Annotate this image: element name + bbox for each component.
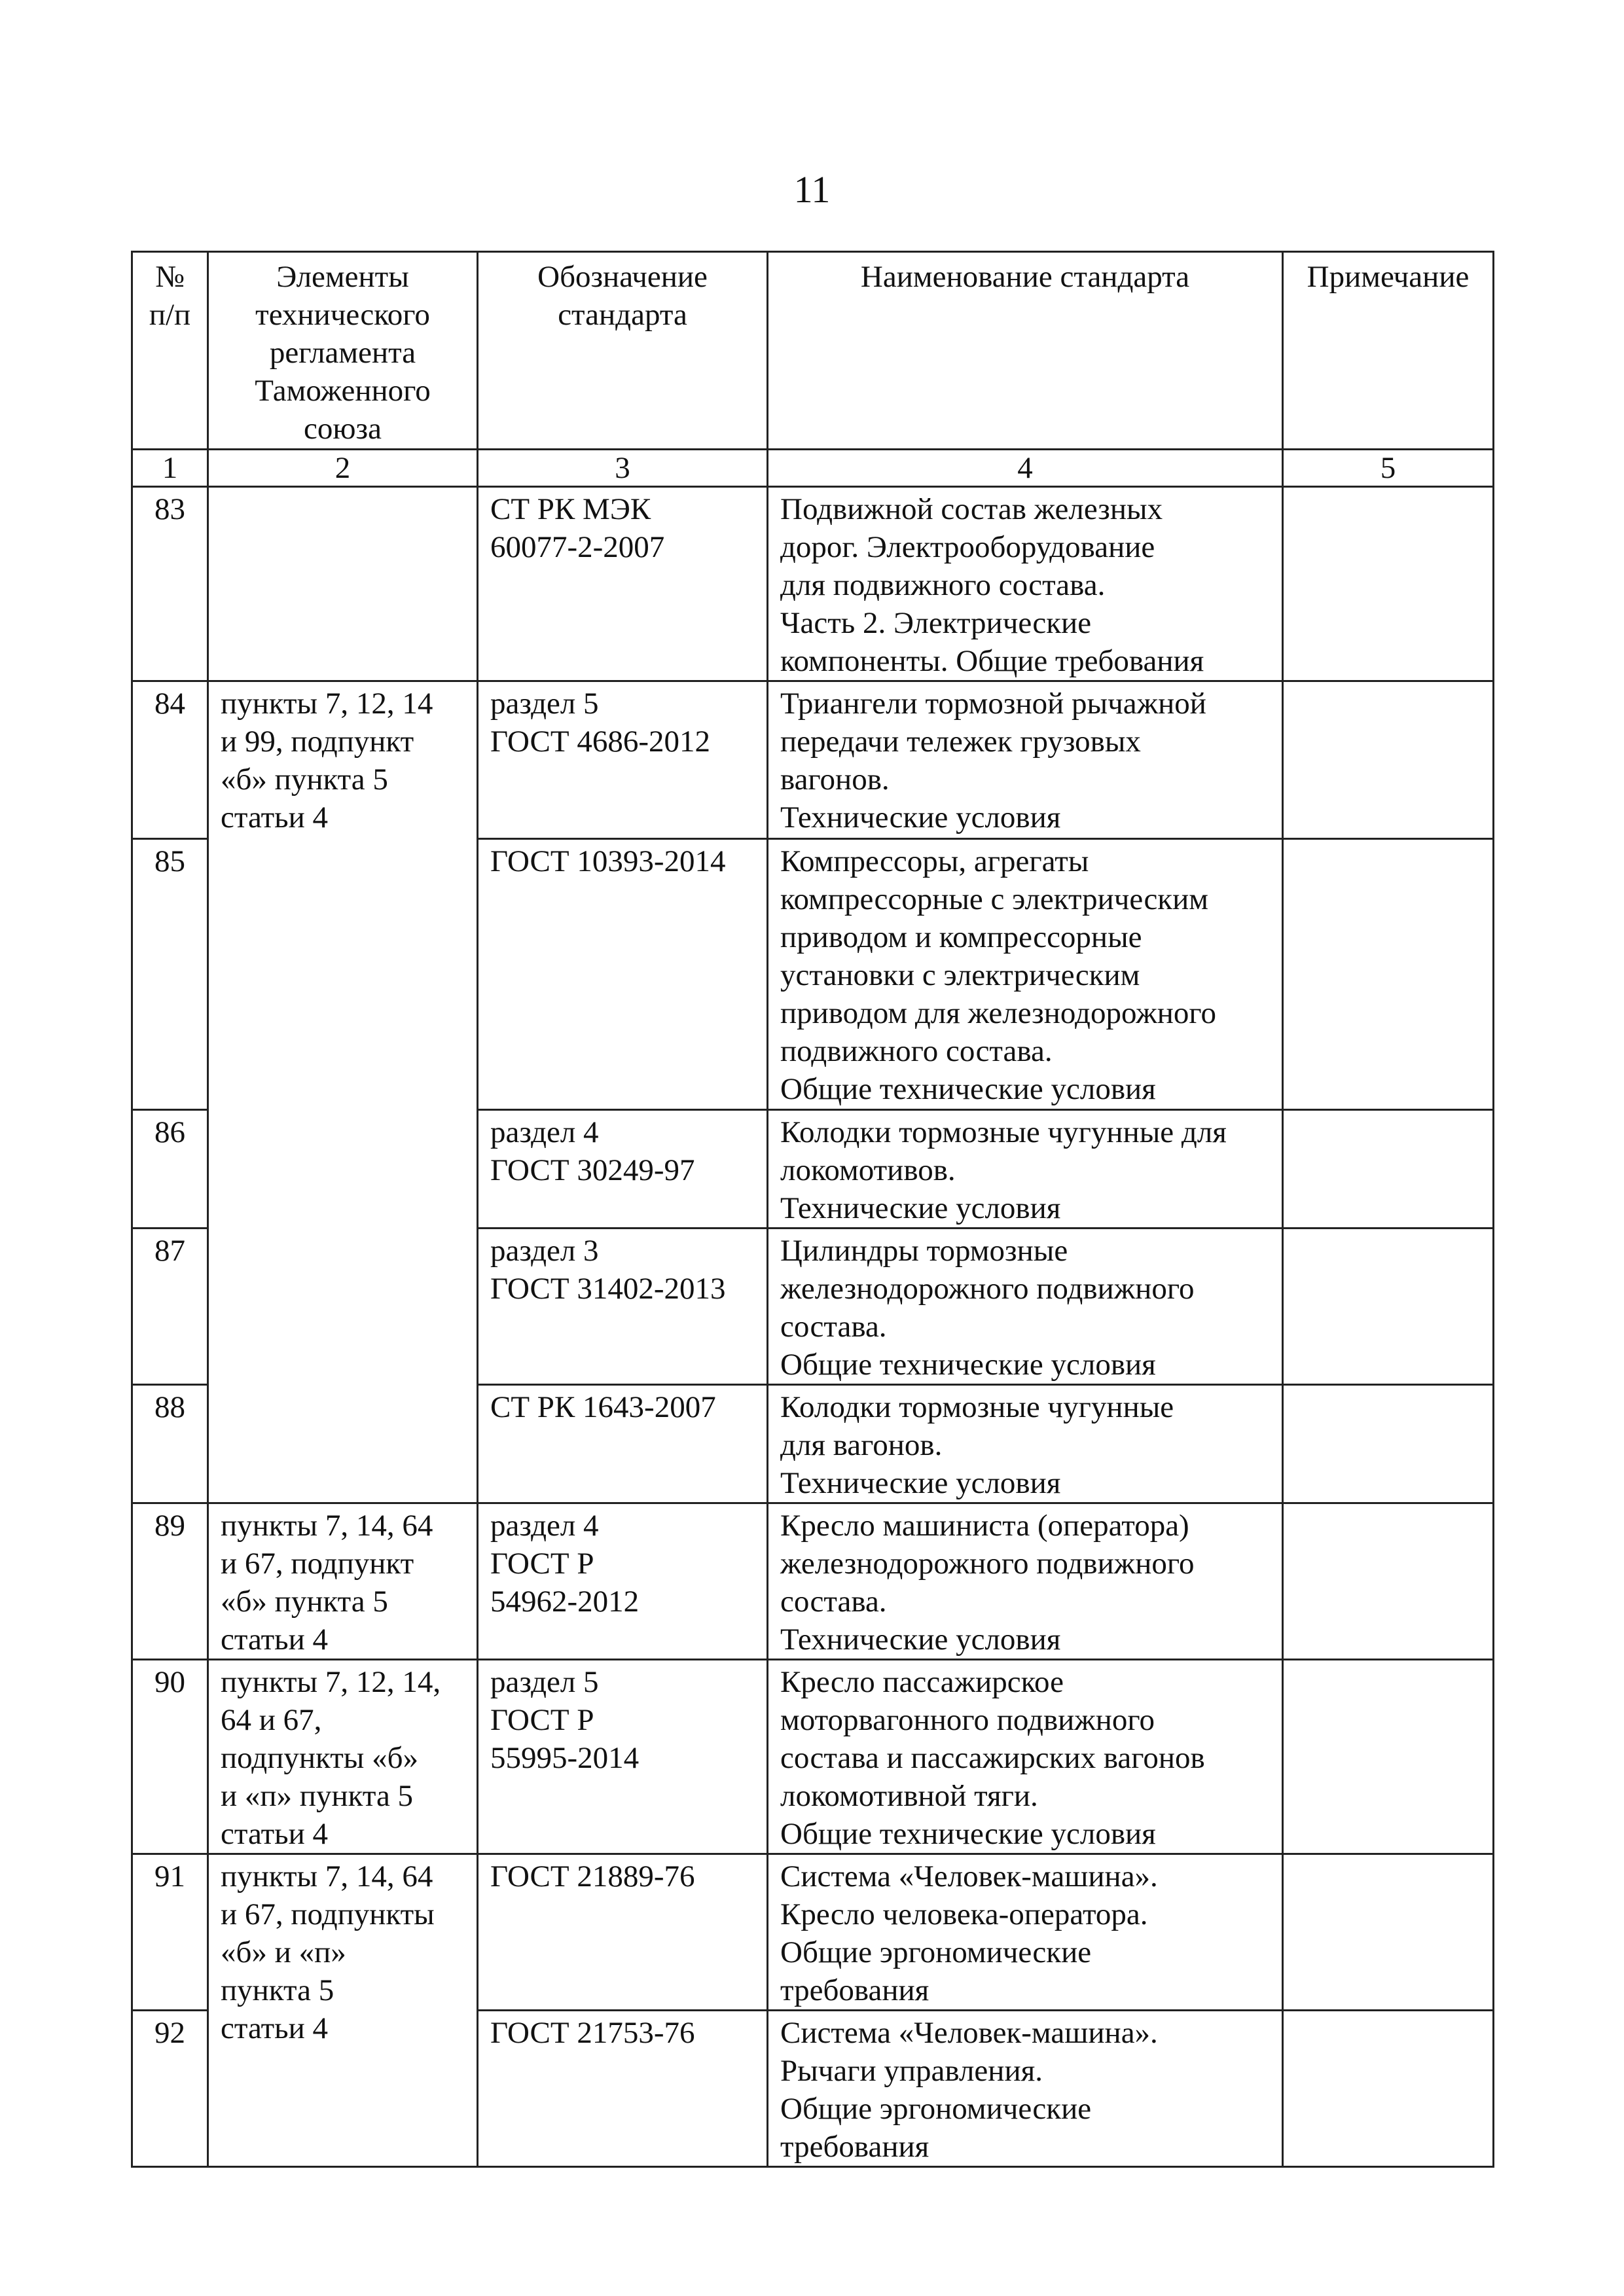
column-number: 5	[1283, 450, 1494, 487]
row-standard-name: Кресло машиниста (оператора) железнодорожного подвижного состава. Технические условия	[768, 1503, 1283, 1660]
row-number: 83	[132, 487, 208, 681]
row-designation: раздел 4 ГОСТ 30249-97	[478, 1110, 768, 1229]
row-note	[1283, 1385, 1494, 1503]
column-number-row	[132, 450, 1494, 487]
row-elements: пункты 7, 14, 64 и 67, подпункт «б» пункта 5 статьи 4	[208, 1503, 478, 1660]
table-row	[132, 681, 1494, 839]
row-number: 88	[132, 1385, 208, 1503]
row-standard-name: Колодки тормозные чугунные для локомотивов. Технические условия	[768, 1110, 1283, 1229]
row-note	[1283, 1110, 1494, 1229]
row-designation: раздел 3 ГОСТ 31402-2013	[478, 1229, 768, 1385]
row-standard-name: Подвижной состав железных дорог. Электрооборудование для подвижного состава. Часть 2. Электрические компоненты. Общие требования	[768, 487, 1283, 681]
row-note	[1283, 1660, 1494, 1854]
table-row	[132, 487, 1494, 681]
header-elements: Элементы технического регламента Таможенного союза	[208, 252, 478, 450]
row-designation: раздел 5 ГОСТ Р 55995-2014	[478, 1660, 768, 1854]
row-standard-name: Кресло пассажирское моторвагонного подвижного состава и пассажирских вагонов локомотивной тяги. Общие технические условия	[768, 1660, 1283, 1854]
row-designation: раздел 5 ГОСТ 4686-2012	[478, 681, 768, 839]
row-number: 90	[132, 1660, 208, 1854]
row-designation: ГОСТ 21753-76	[478, 2011, 768, 2167]
row-designation: ГОСТ 21889-76	[478, 1854, 768, 2011]
row-standard-name: Триангели тормозной рычажной передачи тележек грузовых вагонов. Технические условия	[768, 681, 1283, 839]
row-note	[1283, 681, 1494, 839]
row-number: 84	[132, 681, 208, 839]
row-standard-name: Система «Человек-машина». Рычаги управления. Общие эргономические требования	[768, 2011, 1283, 2167]
row-elements: пункты 7, 12, 14, 64 и 67, подпункты «б» и «п» пункта 5 статьи 4	[208, 1660, 478, 1854]
row-standard-name: Цилиндры тормозные железнодорожного подвижного состава. Общие технические условия	[768, 1229, 1283, 1385]
column-number: 2	[208, 450, 478, 487]
row-standard-name: Система «Человек-машина». Кресло человека-оператора. Общие эргономические требования	[768, 1854, 1283, 2011]
row-number: 87	[132, 1229, 208, 1385]
header-number: № п/п	[132, 252, 208, 450]
table-row	[132, 1660, 1494, 1854]
row-note	[1283, 487, 1494, 681]
row-number: 92	[132, 2011, 208, 2167]
row-number: 91	[132, 1854, 208, 2011]
row-note	[1283, 2011, 1494, 2167]
table-row	[132, 1503, 1494, 1660]
table-row	[132, 1854, 1494, 2011]
row-elements: пункты 7, 12, 14 и 99, подпункт «б» пункта 5 статьи 4	[208, 681, 478, 1503]
column-number: 1	[132, 450, 208, 487]
page-number: 11	[793, 168, 831, 211]
column-number: 3	[478, 450, 768, 487]
row-number: 85	[132, 839, 208, 1110]
row-designation: ГОСТ 10393-2014	[478, 839, 768, 1110]
table-header-row	[132, 252, 1494, 450]
row-designation: СТ РК МЭК 60077-2-2007	[478, 487, 768, 681]
row-number: 86	[132, 1110, 208, 1229]
row-designation: раздел 4 ГОСТ Р 54962-2012	[478, 1503, 768, 1660]
row-standard-name: Компрессоры, агрегаты компрессорные с электрическим приводом и компрессорные установки с электрическим приводом для железнодорожного подвижного состава. Общие технические условия	[768, 839, 1283, 1110]
row-designation: СТ РК 1643-2007	[478, 1385, 768, 1503]
row-standard-name: Колодки тормозные чугунные для вагонов. Технические условия	[768, 1385, 1283, 1503]
row-note	[1283, 839, 1494, 1110]
row-note	[1283, 1229, 1494, 1385]
row-number: 89	[132, 1503, 208, 1660]
header-designation: Обозначение стандарта	[478, 252, 768, 450]
standards-table	[131, 251, 1494, 2168]
column-number: 4	[768, 450, 1283, 487]
header-name: Наименование стандарта	[768, 252, 1283, 450]
row-elements	[208, 487, 478, 681]
row-note	[1283, 1503, 1494, 1660]
row-note	[1283, 1854, 1494, 2011]
row-elements: пункты 7, 14, 64 и 67, подпункты «б» и «п» пункта 5 статьи 4	[208, 1854, 478, 2167]
header-note: Примечание	[1283, 252, 1494, 450]
